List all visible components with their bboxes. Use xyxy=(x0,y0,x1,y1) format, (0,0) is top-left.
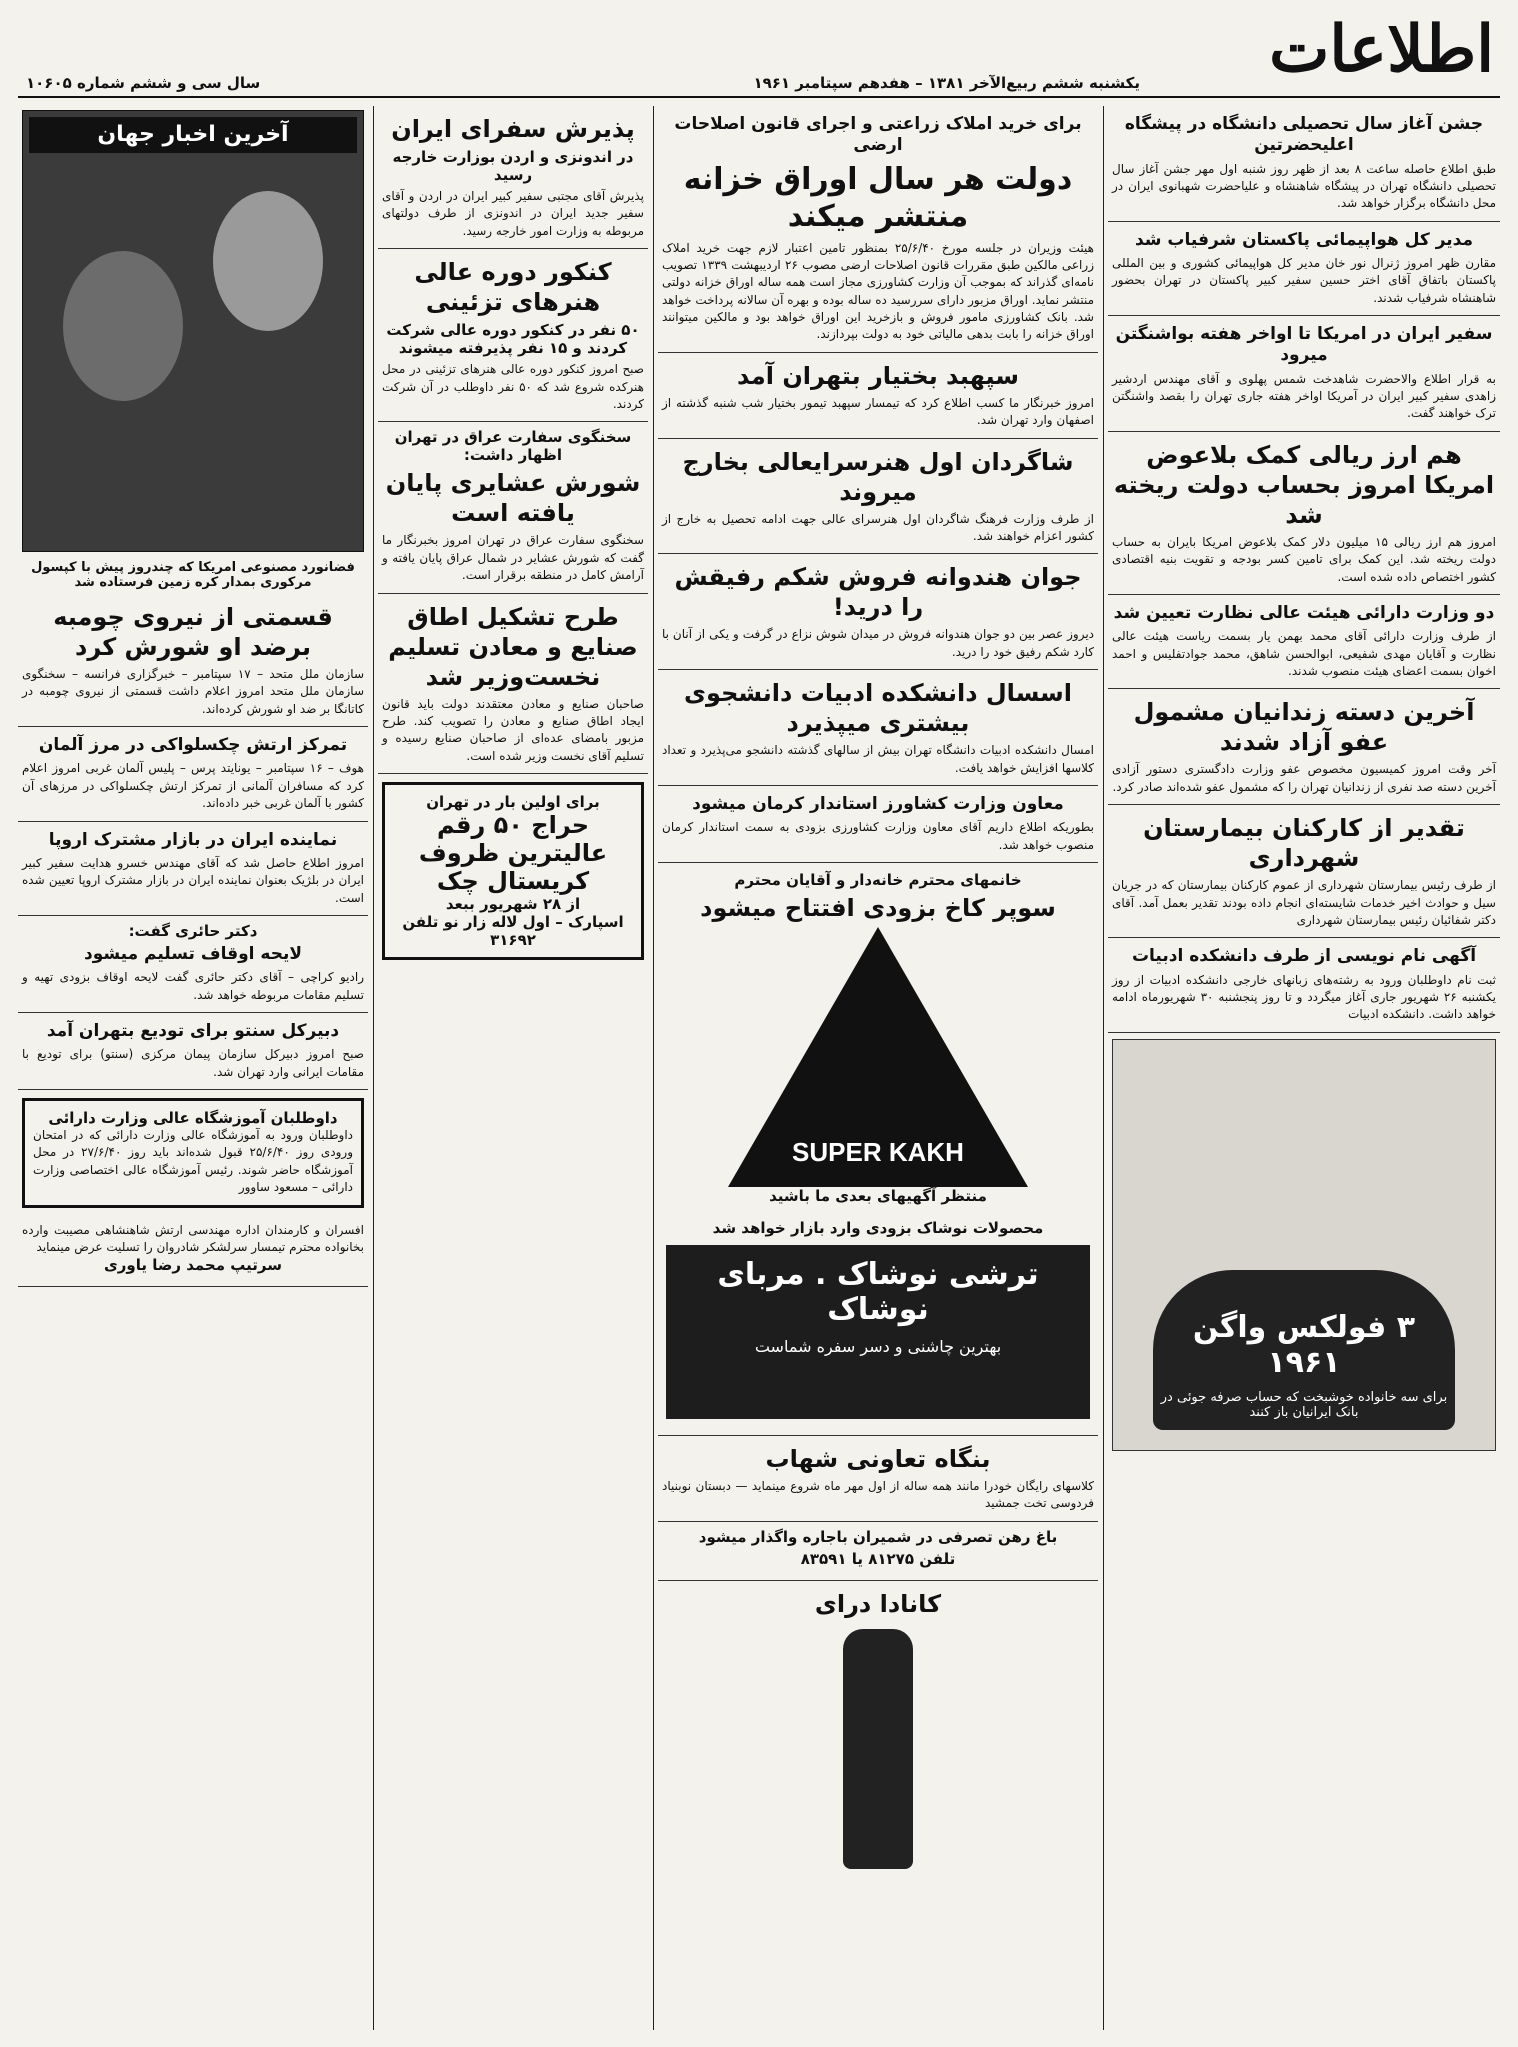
article-title: پذیرش سفرای ایران xyxy=(391,115,635,143)
article xyxy=(658,353,1098,439)
article-title: دبیرکل سنتو برای تودیع بتهران آمد xyxy=(46,1021,340,1042)
canada-dry-ad xyxy=(662,1589,1094,1869)
article-body: از طرف وزارت دارائی آقای محمد بهمن یار بسمت ریاست هیئت عالی نظارت و آقایان مهدی شفیعی، ابوالحسن شاهق، محمد جوادتفلیس و احمد اخوان بسمت اعضای هیئت منصوب شدند. xyxy=(1112,629,1496,678)
photo-caption: فضانورد مصنوعی امریکا که چندروز پیش با کپسول مرکوری بمدار کره زمین فرستاده شد xyxy=(31,560,355,590)
article-body: صبح امروز دبیرکل سازمان پیمان مرکزی (سنتو) برای تودیع با مقامات ایرانی وارد تهران شد. xyxy=(22,1047,364,1079)
column-rule xyxy=(1103,106,1104,2030)
nooshak-ad xyxy=(658,1213,1098,1436)
article-body: رادیو کراچی – آقای دکتر حائری گفت لایحه اوقاف بزودی تهیه و تسلیم مقامات مربوطه خواهد شد. xyxy=(22,970,364,1002)
brand-name: SUPER KAKH xyxy=(792,1137,964,1167)
article-body: ثبت نام داوطلبان ورود به رشته‌های زبانهای خارجی دانشکده ادبیات از روز یکشنبه ۲۶ شهریور جاری آغاز میگردد و تا روز پنجشنبه ۳۰ شهریورماه ادامه خواهد داشت. دانشکده ادبیات xyxy=(1112,972,1496,1022)
lead-article xyxy=(658,106,1098,353)
ad-headline: ۳ فولکس واگن ۱۹۶۱ xyxy=(1192,1309,1416,1380)
tax-school-notice xyxy=(22,1098,364,1208)
ad-date: از ۲۸ شهریور ببعد xyxy=(445,895,581,914)
article xyxy=(658,554,1098,670)
column-3 xyxy=(378,106,648,2030)
ad-banner xyxy=(666,1245,1090,1419)
garden-ad xyxy=(658,1522,1098,1581)
article-body: طبق اطلاع حاصله ساعت ۸ بعد از ظهر روز شنبه اول مهر جشن آغاز سال تحصیلی دانشگاه تهران در پیشگاه شاهنشاه و علیاحضرت شهبانوی ایران در محل دانشگاه برگزار خواهد شد. xyxy=(1112,161,1496,211)
article-title: شورش عشایری پایان یافته است xyxy=(385,469,641,528)
article-kicker: دکتر حائری گفت: xyxy=(128,922,258,941)
article-title: دو وزارت دارائی هیئت عالی نظارت تعیین شد xyxy=(1113,602,1495,623)
article xyxy=(18,727,368,821)
article xyxy=(378,422,648,593)
bottle-icon xyxy=(843,1629,913,1869)
article xyxy=(1108,106,1500,222)
article-body: امروز خبرنگار ما کسب اطلاع کرد که تیمسار سپهبد تیمور بختیار شب شنبه گذشته از اصفهان وارد تهران شد. xyxy=(662,395,1094,428)
article-title: تمرکز ارتش چکسلواکی در مرز آلمان xyxy=(38,735,348,756)
column-rule xyxy=(373,106,374,2030)
article-title: سفیر ایران در امریکا تا اواخر هفته بواشنگتن میرود xyxy=(1115,324,1493,366)
article-subtitle: ۵۰ نفر در کنکور دوره عالی شرکت کردند و ۱۵ نفر پذیرفته میشوند xyxy=(386,321,640,358)
article-body: سازمان ملل متحد – ۱۷ سپتامبر – خبرگزاری فرانسه – سخنگوی سازمان ملل متحد امروز اعلام داشت قسمتی از نیروی چومبه در کاتانگا بر ضد او شورش کرده‌اند. xyxy=(22,667,364,716)
article-title: اسسال دانشکده ادبیات دانشجوی بیشتری میپذیرد xyxy=(684,679,1072,738)
article-title: قسمتی از نیروی چومبه برضد او شورش کرد xyxy=(53,603,333,661)
article-body: بطوریکه اطلاع داریم آقای معاون وزارت کشاورزی بزودی به سمت استاندار کرمان منصوب خواهد شد. xyxy=(662,820,1094,852)
newspaper-logo: اطلاعات xyxy=(1269,12,1494,87)
article-body: دیروز عصر بین دو جوان هندوانه فروش در میدان شوش نزاع در گرفت و یکی از آنان با کارد شکم رفیق خود را درید. xyxy=(662,627,1094,659)
news-photo xyxy=(22,110,364,552)
ad-headline: ترشی نوشاک . مربای نوشاک xyxy=(717,1257,1039,1327)
dateline: یکشنبه ششم ربیع‌الآخر ۱۳۸۱ – هفدهم سپتامبر ۱۹۶۱ xyxy=(753,74,1140,92)
triangle-logo-icon xyxy=(728,927,1028,1187)
article-title: کنکور دوره عالی هنرهای تزئینی xyxy=(414,258,612,317)
ad-title: حراج ۵۰ رقم xyxy=(436,811,590,840)
article xyxy=(18,1013,368,1090)
article-title: معاون وزارت کشاورز استاندار کرمان میشود xyxy=(692,793,1064,814)
lead-title: دولت هر سال اوراق خزانه منتشر میکند xyxy=(683,161,1073,234)
ad-note: منتظر آگهیهای بعدی ما باشید xyxy=(769,1187,987,1205)
article-subtitle: در اندونزی و اردن بوزارت خارجه رسید xyxy=(392,148,634,184)
ad-title: خانمهای محترم خانه‌دار و آقایان محترم xyxy=(734,871,1022,889)
ad-subtext: برای سه خانواده خوشبخت که حساب صرفه جوئی در بانک ایرانیان باز کنند xyxy=(1160,1389,1448,1420)
article xyxy=(18,916,368,1013)
ad-address: اسپارک – اول لاله زار نو تلفن ۳۱۶۹۲ xyxy=(402,913,624,950)
masthead xyxy=(18,12,1500,98)
article-title: هم ارز ریالی کمک بلاعوض امریکا امروز بحساب دولت ریخته شد xyxy=(1113,440,1495,529)
article-body: امسال دانشکده ادبیات دانشگاه تهران بیش از سالهای گذشته دانشجو می‌پذیرد و تعداد کلاسها افزایش خواهد یافت. xyxy=(662,743,1094,775)
notice-body: افسران و کارمندان اداره مهندسی ارتش شاهنشاهی مصیبت وارده بخانواده محترم تیمسار سرلشکر شادروان را تسلیت عرض مینماید xyxy=(22,1222,364,1255)
article xyxy=(378,594,648,775)
article-body: به قرار اطلاع والاحضرت شاهدخت شمس پهلوی و آقای مهندس اردشیر زاهدی سفیر کبیر ایران در آمریکا اواخر هفته جاری تهران را بقصد واشنگتن ترک خواهند گفت. xyxy=(1112,371,1496,421)
article-body: سخنگوی سفارت عراق در تهران امروز بخبرنگار ما گفت که شورش عشایر در شمال عراق پایان یافته و آرامش کامل در منطقه برقرار است. xyxy=(382,533,644,583)
article-title: مدیر کل هواپیمائی پاکستان شرفیاب شد xyxy=(1134,229,1474,250)
article-body: هوف – ۱۶ سپتامبر – یونایتد پرس – پلیس آلمان غربی امروز اعلام کرد که مسافران آلمانی از تمرکز ارتش چکسلواکی در مرزهای آن کشور با آلمان غربی خبر داده‌اند. xyxy=(22,761,364,811)
article xyxy=(378,249,648,422)
ad-phone: تلفن ۸۱۲۷۵ یا ۸۳۵۹۱ xyxy=(800,1549,956,1568)
notice-body: داوطلبان ورود به آموزشگاه عالی وزارت دارائی که در امتحان ورودی روز ۲۵/۶/۴۰ قبول شده‌اند باید روز ۲۷/۶/۴۰ در محل آموزشگاه حاضر شوند. رئیس آموزشگاه عالی اختصاصی وزارت دارائی – مسعود ساوور xyxy=(33,1128,353,1195)
notice-signature: سرتیپ محمد رضا یاوری xyxy=(104,1256,282,1275)
article xyxy=(1108,432,1500,595)
article-body: مقارن ظهر امروز ژنرال نور خان مدیر کل هواپیمائی کشوری و بین المللی پاکستان باتفاق آقای اختر حسین سفیر کبیر پاکستان در تهران بحضور شاهنشاه شرفیاب شدند. xyxy=(1112,255,1496,305)
lead-kicker: برای خرید املاک زراعتی و اجرای قانون اصلاحات ارضی xyxy=(674,114,1082,156)
article xyxy=(1108,222,1500,316)
article xyxy=(1108,595,1500,689)
person-figure xyxy=(213,191,323,331)
article xyxy=(658,786,1098,863)
article-title: سپهبد بختیار بتهران آمد xyxy=(737,361,1019,390)
article-title: نماینده ایران در بازار مشترک اروپا xyxy=(48,829,338,850)
article-title: جوان هندوانه فروش شکم رفیقش را درید! xyxy=(674,563,1082,622)
issue-number: سال سی و ششم شماره ۱۰۶۰۵ xyxy=(26,74,261,92)
photo-banner: آخرین اخبار جهان xyxy=(29,117,357,153)
column-rule xyxy=(653,106,654,2030)
article xyxy=(1108,689,1500,805)
column-4 xyxy=(18,106,368,2030)
article-body: آخر وقت امروز کمیسیون مخصوص عفو وزارت دادگستری دستور آزادی آخرین دسته صد نفری از زندانیان تهران را که مشمول عفو شده‌اند صادر کرد. xyxy=(1112,762,1496,794)
article xyxy=(1108,805,1500,938)
ad-brand: کانادا درای xyxy=(814,1589,942,1618)
article-body: صبح امروز کنکور دوره عالی هنرهای تزئینی در محل هنرکده شروع شد که ۵۰ نفر داوطلب در آن شرکت کردند. xyxy=(382,362,644,411)
article-title: جشن آغاز سال تحصیلی دانشگاه در پیشگاه اعلیحضرتین xyxy=(1124,114,1484,156)
article xyxy=(378,106,648,249)
article-title: طرح تشکیل اطاق صنایع و معادن تسلیم نخست‌وزیر شد xyxy=(388,602,638,691)
notice-title: داوطلبان آموزشگاه عالی وزارت دارائی xyxy=(48,1109,338,1128)
article xyxy=(18,822,368,916)
article-title: شاگردان اول هنرسرایعالی بخارج میروند xyxy=(682,447,1074,506)
article-kicker: سخنگوی سفارت عراق در تهران اظهار داشت: xyxy=(394,428,632,465)
article xyxy=(658,439,1098,555)
shahab-ad xyxy=(658,1436,1098,1522)
article-title: آگهی نام نویسی از طرف دانشکده ادبیات xyxy=(1131,946,1477,967)
newspaper-page xyxy=(18,12,1500,2030)
condolence-notice xyxy=(18,1216,368,1288)
article-body: از طرف وزارت فرهنگ شاگردان اول هنرسرای عالی جهت ادامه تحصیل به خارج از کشور اعزام خواهند شد. xyxy=(662,511,1094,544)
article-body: امروز هم ارز ریالی ۱۵ میلیون دلار کمک بلاعوض امریکا بایران به حساب دولت ریخته شد. این کمک برای تامین کسر بودجه و تقویت بنیه اقتصادی کشور اختصاص داده شده است. xyxy=(1112,534,1496,584)
article-body: پذیرش آقای مجتبی سفیر کبیر ایران در اردن و آقای سفیر جدید ایران در اندونزی از طرف دولتهای مربوطه به وزارت امور خارجه رسید. xyxy=(382,189,644,238)
article xyxy=(18,594,368,727)
ad-title: باغ رهن تصرفی در شمیران باجاره واگذار میشود xyxy=(698,1527,1058,1546)
article-title: آخرین دسته زندانیان مشمول عفو آزاد شدند xyxy=(1133,698,1475,757)
ad-subtitle: سوپر کاخ بزودی افتتاح میشود xyxy=(700,894,1056,922)
article-body: صاحبان صنایع و معادن معتقدند دولت باید قانون ایجاد اطاق صنایع و معادن را تصویب کند. طرح مزبور بامضای عده‌ای از صاحبان صنایع رسیده و تسلیم آقای نخست وزیر شده است. xyxy=(382,696,644,763)
article xyxy=(1108,316,1500,432)
ad-tagline: بهترین چاشنی و دسر سفره شماست xyxy=(754,1337,1002,1356)
article-body: امروز اطلاع حاصل شد که آقای مهندس خسرو هدایت سفیر کبیر ایران در بلژیک بعنوان نماینده ایران در بازار مشترک اروپا تعیین شده است. xyxy=(22,855,364,905)
volkswagen-ad xyxy=(1112,1039,1496,1451)
ad-body: کلاسهای رایگان خودرا مانند همه ساله از اول مهر ماه شروع مینماید — دبستان نوبنیاد فردوسی تخت جمشید xyxy=(662,1479,1094,1511)
column-2 xyxy=(658,106,1098,2030)
ad-top: برای اولین بار در تهران xyxy=(426,793,600,812)
article xyxy=(658,670,1098,786)
article xyxy=(1108,938,1500,1032)
article-body: هیئت وزیران در جلسه مورخ ۲۵/۶/۴۰ بمنظور تامین اعتبار لازم جهت خرید املاک زراعی مالکین طبق مقررات قانون اصلاحات ارضی مصوب ۲۶ اردیبهشت ۱۳۳۹ تصویب نامه‌ای گذراند که بموجب آن وزارت کشاورزی مجاز است همه ساله اوراق خزانه دولتی منتشر نماید. اوراق مزبور دارای سررسید ده ساله بوده و بهره آن سالانه پرداخت خواهد شد. بانک کشاورزی مامور فروش و بازخرید این اوراق خواهد بود و مالکین میتوانند اوراق خزانه را بابت بدهی مالیاتی خود به دولت بپردازند. xyxy=(662,240,1094,342)
article-title: تقدیر از کارکنان بیمارستان شهرداری xyxy=(1143,814,1465,873)
ad-title: بنگاه تعاونی شهاب xyxy=(765,1445,991,1473)
article-title: لایحه اوقاف تسلیم میشود xyxy=(83,944,303,965)
crystal-sale-ad xyxy=(382,782,644,960)
article-body: از طرف رئیس بیمارستان شهرداری از عموم کارکنان بیمارستان که در جریان سیل و حوادث اخیر خدمات شایسته‌ای انجام داده بودند تقدیر بعمل آمد. آقای دکتر شفائیان رئیس بیمارستان شهرداری xyxy=(1112,878,1496,927)
ad-title: محصولات نوشاک بزودی وارد بازار خواهد شد xyxy=(712,1219,1044,1237)
column-1 xyxy=(1108,106,1500,2030)
chimp-figure xyxy=(63,251,183,401)
super-kakh-ad xyxy=(662,871,1094,1205)
ad-subtitle: عالیترین ظروف کریستال چک xyxy=(418,839,608,896)
